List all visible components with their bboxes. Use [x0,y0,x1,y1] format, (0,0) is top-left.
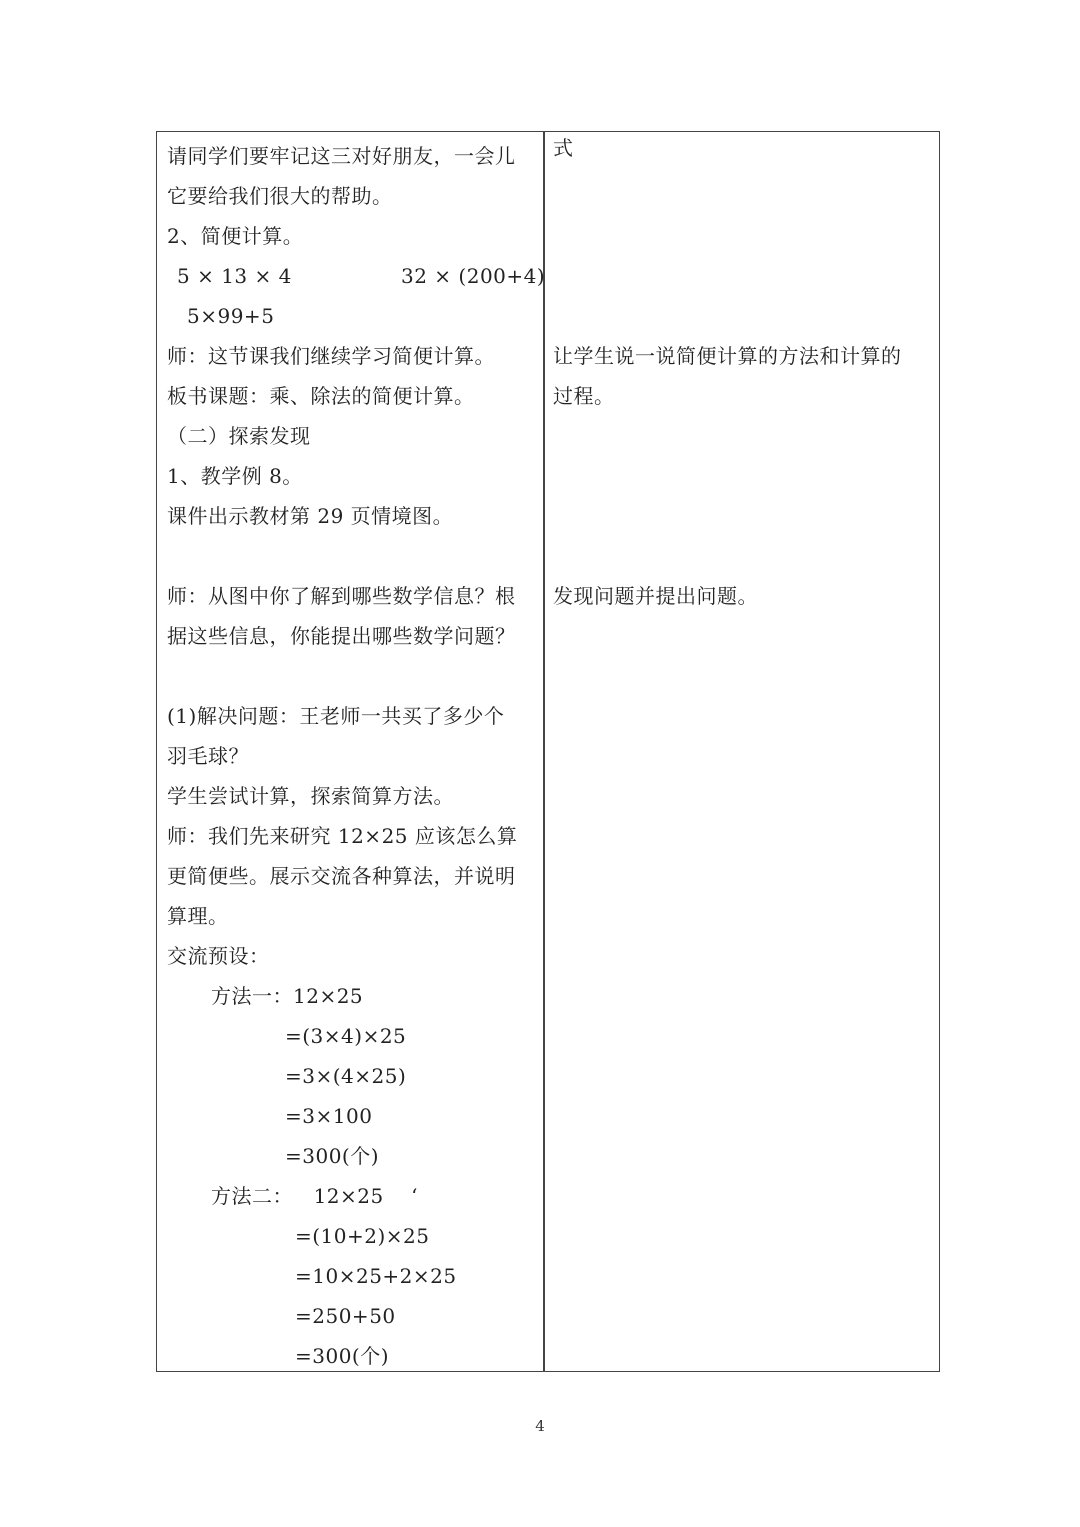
left-line-4b: 32 × (200+4) [401,264,546,288]
left-line-16: 师：我们先来研究 12×25 应该怎么算 [167,824,518,848]
right-line-2: 让学生说一说简便计算的方法和计算的 [553,344,902,368]
left-line-11: 师：从图中你了解到哪些数学信息？根 [167,584,516,608]
left-line-25: 方法二： 12×25 ‘ [211,1184,419,1208]
left-line-2: 它要给我们很大的帮助。 [167,184,393,208]
left-line-18: 算理。 [167,904,229,928]
page-number: 4 [535,1417,545,1435]
left-line-7: 板书课题：乘、除法的简便计算。 [167,384,475,408]
left-line-4a: 5 × 13 × 4 [177,264,292,288]
left-line-5: 5×99+5 [187,304,275,328]
left-line-14: 羽毛球？ [167,744,249,768]
left-line-26: =(10+2)×25 [295,1224,430,1248]
left-line-19: 交流预设： [167,944,270,968]
left-line-1: 请同学们要牢记这三对好朋友，一会儿 [167,144,516,168]
left-line-15: 学生尝试计算，探索简算方法。 [167,784,454,808]
right-line-4: 发现问题并提出问题。 [553,584,758,608]
left-line-3: 2、简便计算。 [167,224,304,248]
left-line-28: =250+50 [295,1304,396,1328]
left-line-22: =3×(4×25) [285,1064,407,1088]
lesson-plan-table [156,131,940,1372]
left-line-27: =10×25+2×25 [295,1264,457,1288]
right-line-1: 式 [553,136,574,160]
left-line-6: 师：这节课我们继续学习简便计算。 [167,344,495,368]
left-line-29: =300(个) [295,1344,390,1368]
left-line-17: 更简便些。展示交流各种算法，并说明 [167,864,516,888]
left-line-12: 据这些信息，你能提出哪些数学问题？ [167,624,516,648]
column-divider [543,132,545,1371]
left-line-8: （二）探索发现 [167,424,311,448]
left-line-24: =300(个) [285,1144,380,1168]
left-line-13: (1)解决问题：王老师一共买了多少个 [167,704,505,728]
right-line-3: 过程。 [553,384,615,408]
left-line-10: 课件出示教材第 29 页情境图。 [167,504,454,528]
left-line-21: =(3×4)×25 [285,1024,407,1048]
left-line-20: 方法一：12×25 [211,984,364,1008]
left-line-23: =3×100 [285,1104,373,1128]
left-line-9: 1、教学例 8。 [167,464,303,488]
